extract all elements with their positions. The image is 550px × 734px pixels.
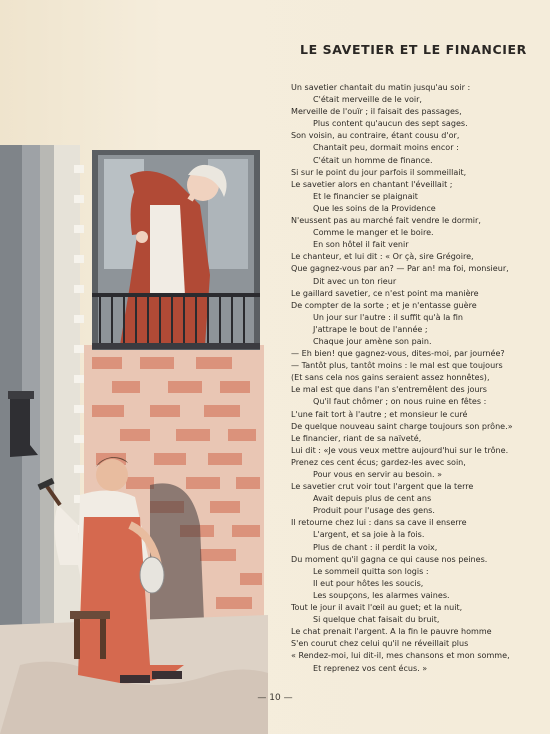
poem-line: Un jour sur l'autre : il suffit qu'à la fin xyxy=(313,312,463,322)
poem-line: Produit pour l'usage des gens. xyxy=(313,506,435,516)
poem-line: Plus de chant : il perdit la voix, xyxy=(313,542,438,552)
poem-line: Si sur le point du jour parfois il sommeillait, xyxy=(291,167,467,177)
page-number: — 10 — xyxy=(257,693,293,703)
poem-line: Chantait peu, dormait moins encor : xyxy=(313,143,459,153)
poem-line: S'en courut chez celui qu'il ne réveillait plus xyxy=(291,639,469,649)
poem-line: Le gaillard savetier, ce n'est point ma manière xyxy=(291,288,479,298)
poem-line: Chaque jour amène son pain. xyxy=(313,336,432,346)
poem-line: Lui dit : «Je vous veux mettre aujourd'hui sur le trône. xyxy=(291,445,509,455)
poem-line: Il eut pour hôtes les soucis, xyxy=(313,578,424,588)
poem-line: Le savetier alors en chantant l'éveillait ; xyxy=(291,179,453,189)
poem-line: C'était merveille de le voir, xyxy=(313,95,422,105)
poem-line: Comme le manger et le boire. xyxy=(313,228,434,238)
poem-line: De quelque nouveau saint charge toujours son prône.» xyxy=(291,421,513,431)
poem-line: Si quelque chat faisait du bruit, xyxy=(313,615,440,625)
poem-line: (Et sans cela nos gains seraient assez honnêtes), xyxy=(291,373,490,383)
poem-line: Son voisin, au contraire, étant cousu d'or, xyxy=(291,131,460,141)
poem-line: Tout le jour il avait l'œil au guet; et la nuit, xyxy=(291,603,463,613)
poem-line: Qu'il faut chômer ; on nous ruine en fêtes : xyxy=(313,397,487,407)
page-title: LE SAVETIER ET LE FINANCIER xyxy=(300,42,527,57)
poem-line: J'attrape le bout de l'année ; xyxy=(313,324,428,334)
poem-line: « Rendez-moi, lui dit-il, mes chansons et mon somme, xyxy=(291,651,510,661)
poem-line: N'eussent pas au marché fait vendre le dormir, xyxy=(291,216,481,226)
poem-line: Il retourne chez lui : dans sa cave il enserre xyxy=(291,518,467,528)
poem-line: Merveille de l'ouïr ; il faisait des passages, xyxy=(291,107,462,117)
poem-text xyxy=(291,82,543,675)
poem-line: Du moment qu'il gagna ce qui cause nos peines. xyxy=(291,554,488,564)
poem-line: Le mal est que dans l'an s'entremêlent des jours xyxy=(291,385,487,395)
poem-line: Dit avec un ton rieur xyxy=(313,276,397,286)
poem-line: Que gagnez-vous par an? — Par an! ma foi, monsieur, xyxy=(291,264,509,274)
poem-line: Le financier, riant de sa naïveté, xyxy=(291,433,422,443)
poem-line: Et le financier se plaignait xyxy=(313,191,418,201)
poem-line: Avait depuis plus de cent ans xyxy=(313,494,432,504)
poem-line: Le chat prenait l'argent. A la fin le pauvre homme xyxy=(291,627,492,637)
poem-line: Pour vous en servir au besoin. » xyxy=(313,470,443,479)
poem-line: Le sommeil quitta son logis : xyxy=(313,566,429,576)
poem-line: Et reprenez vos cent écus. » xyxy=(313,663,428,673)
poem-line: — Eh bien! que gagnez-vous, dites-moi, par journée? xyxy=(291,349,505,359)
poem-line: — Tantôt plus, tantôt moins : le mal est que toujours xyxy=(291,361,503,371)
poem-line: Plus content qu'aucun des sept sages. xyxy=(313,119,468,129)
cobbler-and-financier-illustration xyxy=(0,145,268,734)
poem-line: L'une fait tort à l'autre ; et monsieur le curé xyxy=(291,409,468,419)
poem-line: Que les soins de la Providence xyxy=(313,203,436,213)
poem-line: Le chanteur, et lui dit : « Or çà, sire Grégoire, xyxy=(291,252,474,262)
poem-line: C'était un homme de finance. xyxy=(313,155,433,165)
poem-line: En son hôtel il fait venir xyxy=(313,240,409,250)
poem-line: Les soupçons, les alarmes vaines. xyxy=(313,590,450,600)
poem-line: De compter de la sorte ; et je n'entasse guère xyxy=(291,300,477,310)
poem-line: L'argent, et sa joie à la fois. xyxy=(313,530,425,540)
poem-line: Prenez ces cent écus; gardez-les avec soin, xyxy=(291,457,466,467)
poem-line: Un savetier chantait du matin jusqu'au soir : xyxy=(291,83,471,92)
poem-line: Le savetier crut voir tout l'argent que la terre xyxy=(291,482,474,492)
